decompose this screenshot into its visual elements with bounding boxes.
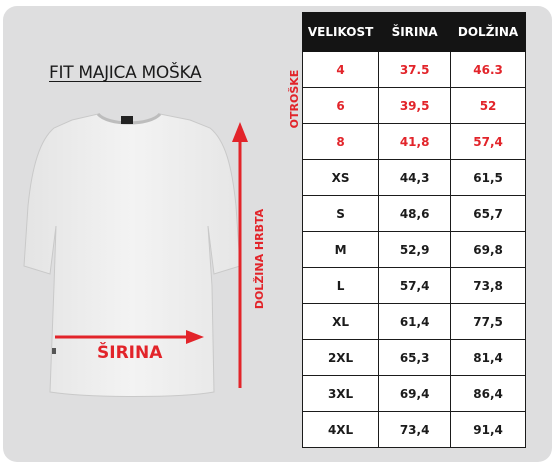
table-row xyxy=(303,268,526,304)
cell-length: 61,5 xyxy=(451,160,526,196)
cell-size: XS xyxy=(303,160,379,196)
size-table-header-row xyxy=(303,13,526,52)
table-row xyxy=(303,232,526,268)
cell-width: 37.5 xyxy=(379,52,451,88)
shirt-side-label xyxy=(52,348,56,354)
cell-width: 48,6 xyxy=(379,196,451,232)
cell-width: 69,4 xyxy=(379,376,451,412)
product-title: FIT MAJICA MOŠKA xyxy=(49,63,202,83)
cell-size: 8 xyxy=(303,124,379,160)
cell-width: 61,4 xyxy=(379,304,451,340)
size-table xyxy=(302,12,526,448)
cell-length: 57,4 xyxy=(451,124,526,160)
cell-length: 46.3 xyxy=(451,52,526,88)
cell-width: 39,5 xyxy=(379,88,451,124)
cell-length: 91,4 xyxy=(451,412,526,448)
cell-width: 73,4 xyxy=(379,412,451,448)
cell-length: 52 xyxy=(451,88,526,124)
cell-width: 52,9 xyxy=(379,232,451,268)
cell-width: 65,3 xyxy=(379,340,451,376)
table-row xyxy=(303,304,526,340)
table-row xyxy=(303,124,526,160)
header-width: ŠIRINA xyxy=(379,13,451,52)
cell-length: 69,8 xyxy=(451,232,526,268)
table-row xyxy=(303,412,526,448)
table-row xyxy=(303,160,526,196)
cell-size: M xyxy=(303,232,379,268)
cell-size: L xyxy=(303,268,379,304)
cell-width: 41,8 xyxy=(379,124,451,160)
cell-length: 65,7 xyxy=(451,196,526,232)
cell-width: 57,4 xyxy=(379,268,451,304)
cell-size: 4 xyxy=(303,52,379,88)
cell-size: 3XL xyxy=(303,376,379,412)
table-row xyxy=(303,340,526,376)
cell-size: XL xyxy=(303,304,379,340)
table-row xyxy=(303,196,526,232)
cell-size: S xyxy=(303,196,379,232)
cell-length: 81,4 xyxy=(451,340,526,376)
table-row xyxy=(303,52,526,88)
table-row xyxy=(303,88,526,124)
header-length: DOLŽINA xyxy=(451,13,526,52)
width-label: ŠIRINA xyxy=(97,343,163,363)
cell-length: 77,5 xyxy=(451,304,526,340)
cell-size: 6 xyxy=(303,88,379,124)
cell-length: 73,8 xyxy=(451,268,526,304)
cell-length: 86,4 xyxy=(451,376,526,412)
back-length-label: DOLŽINA HRBTA xyxy=(253,208,266,310)
kids-group-label: OTROŠKE xyxy=(288,69,301,129)
cell-size: 4XL xyxy=(303,412,379,448)
cell-size: 2XL xyxy=(303,340,379,376)
table-row xyxy=(303,376,526,412)
cell-width: 44,3 xyxy=(379,160,451,196)
shirt-tag xyxy=(121,116,133,124)
header-size: VELIKOST xyxy=(303,13,379,52)
